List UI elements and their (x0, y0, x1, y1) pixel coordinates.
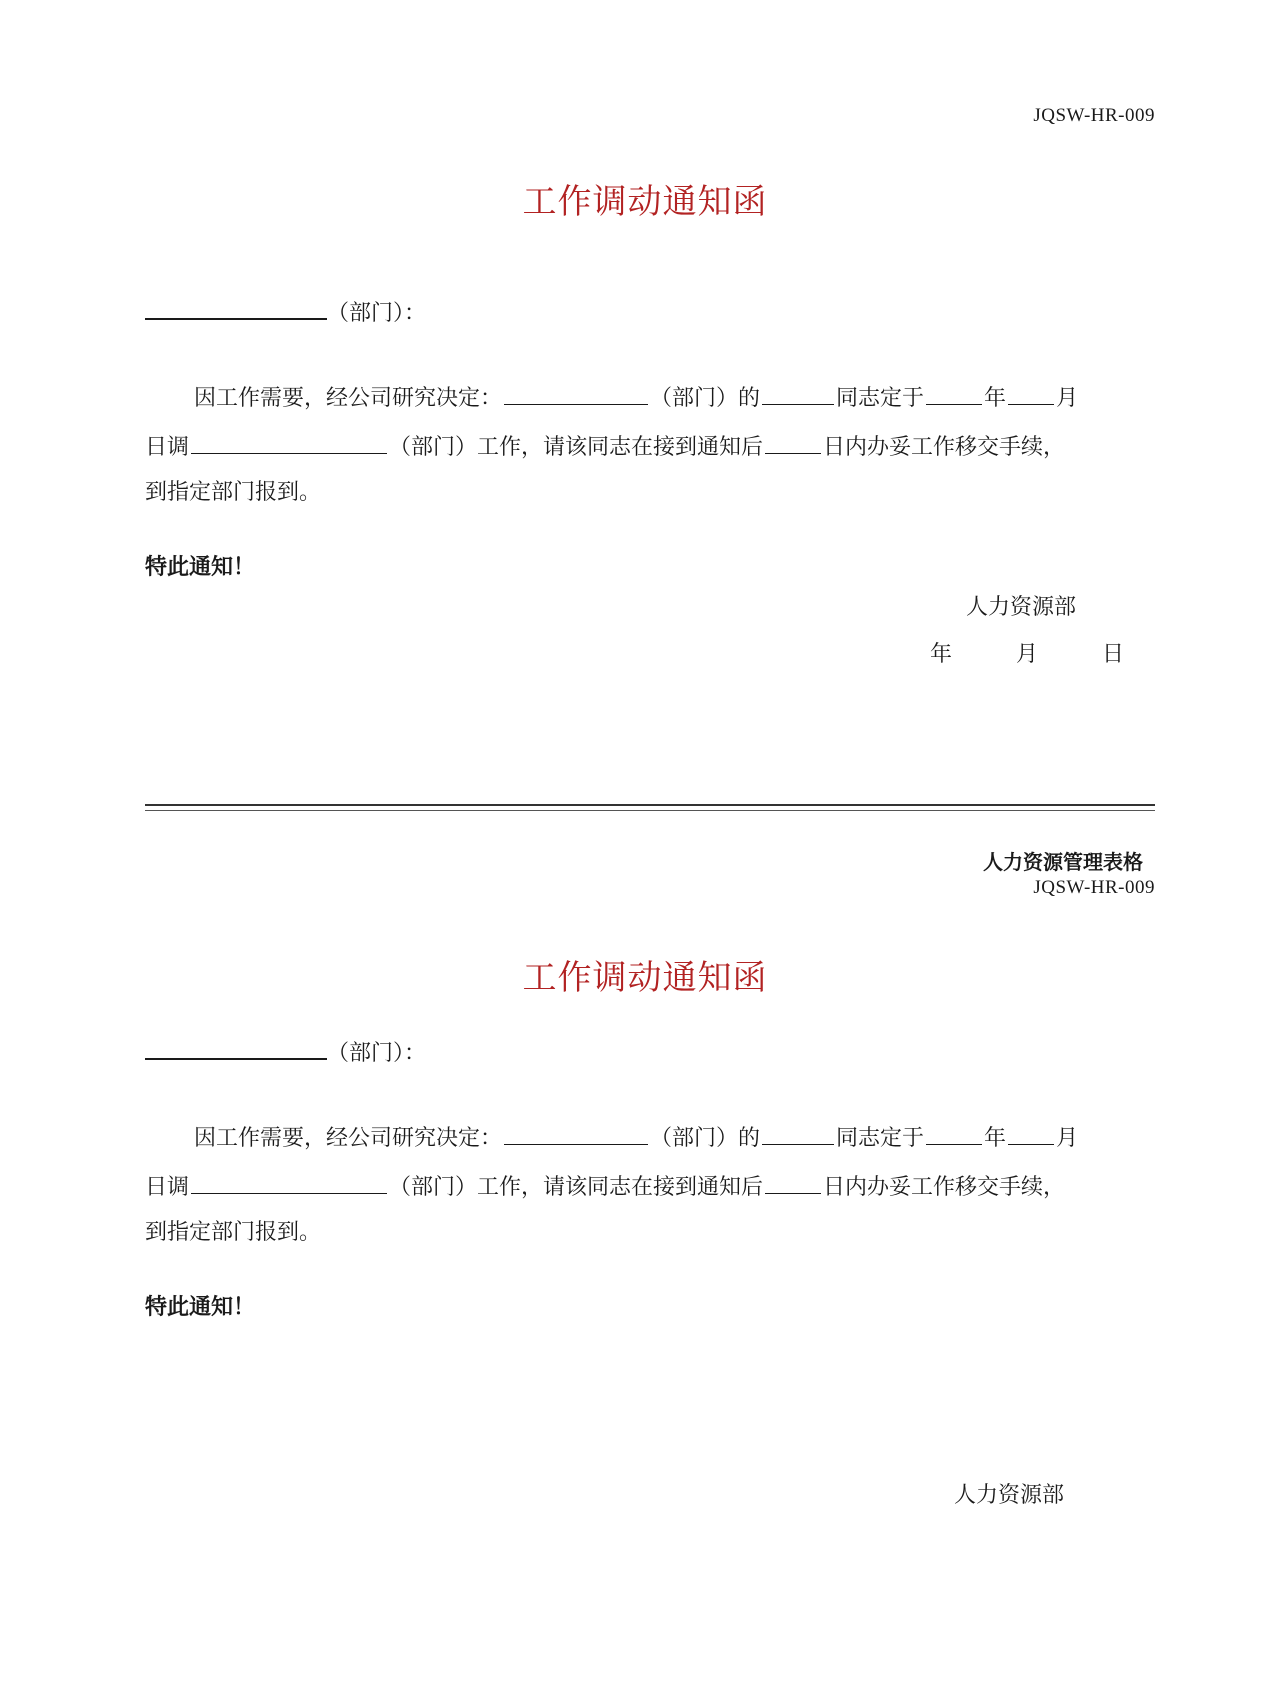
department-blank[interactable] (145, 1036, 327, 1060)
month-blank[interactable] (1008, 1122, 1054, 1145)
body-text: 月 (1056, 386, 1079, 411)
body-text: 同志定于 (836, 1126, 925, 1151)
page-title: 工作调动通知函 (522, 182, 768, 222)
body-text: 日内办妥工作移交手续， (823, 1175, 1066, 1200)
body-text: （部门）工作，请该同志在接到通知后 (389, 1175, 764, 1200)
body-line-1 (194, 382, 1078, 414)
decision-department-blank[interactable] (504, 1122, 648, 1145)
date-day: 日 (1102, 642, 1125, 667)
body-text: （部门）的 (650, 386, 761, 411)
days-blank[interactable] (765, 431, 821, 454)
body-text: 因工作需要，经公司研究决定： (194, 386, 503, 411)
date-row (930, 637, 1124, 668)
body-line-2 (145, 1171, 1065, 1203)
signer: 人力资源部 (954, 1483, 1065, 1508)
form-code: JQSW-HR-009 (1033, 105, 1155, 126)
form-code: JQSW-HR-009 (1033, 877, 1155, 898)
body-text: 日调 (145, 435, 190, 460)
body-text: 年 (984, 1126, 1007, 1151)
date-month: 月 (1016, 642, 1039, 667)
body-line-3: 到指定部门报到。 (145, 480, 322, 505)
year-blank[interactable] (926, 382, 982, 405)
body-line-2 (145, 431, 1065, 463)
body-text: （部门）的 (650, 1126, 761, 1151)
addressee-line (145, 1036, 426, 1069)
year-blank[interactable] (926, 1122, 982, 1145)
body-text: （部门）工作，请该同志在接到通知后 (389, 435, 764, 460)
decision-department-blank[interactable] (504, 382, 648, 405)
target-department-blank[interactable] (191, 431, 387, 454)
signer: 人力资源部 (966, 595, 1077, 620)
date-year: 年 (930, 642, 953, 667)
body-text: 年 (984, 386, 1007, 411)
target-department-blank[interactable] (191, 1171, 387, 1194)
department-blank[interactable] (145, 296, 327, 320)
body-line-3: 到指定部门报到。 (145, 1220, 322, 1245)
body-text: 日内办妥工作移交手续， (823, 435, 1066, 460)
addressee-suffix: （部门）： (327, 301, 427, 326)
body-line-1 (194, 1122, 1078, 1154)
body-text: 月 (1056, 1126, 1079, 1151)
employee-name-blank[interactable] (762, 382, 834, 405)
body-text: 日调 (145, 1175, 190, 1200)
addressee-suffix: （部门）： (327, 1041, 427, 1066)
separator-line (145, 804, 1155, 806)
closing-text: 特此通知！ (145, 1294, 256, 1320)
body-text: 因工作需要，经公司研究决定： (194, 1126, 503, 1151)
days-blank[interactable] (765, 1171, 821, 1194)
body-text: 同志定于 (836, 386, 925, 411)
page-title: 工作调动通知函 (522, 958, 768, 998)
closing-text: 特此通知！ (145, 554, 256, 580)
employee-name-blank[interactable] (762, 1122, 834, 1145)
form-category: 人力资源管理表格 (983, 850, 1143, 874)
separator-line (145, 810, 1155, 811)
month-blank[interactable] (1008, 382, 1054, 405)
addressee-line (145, 296, 426, 329)
